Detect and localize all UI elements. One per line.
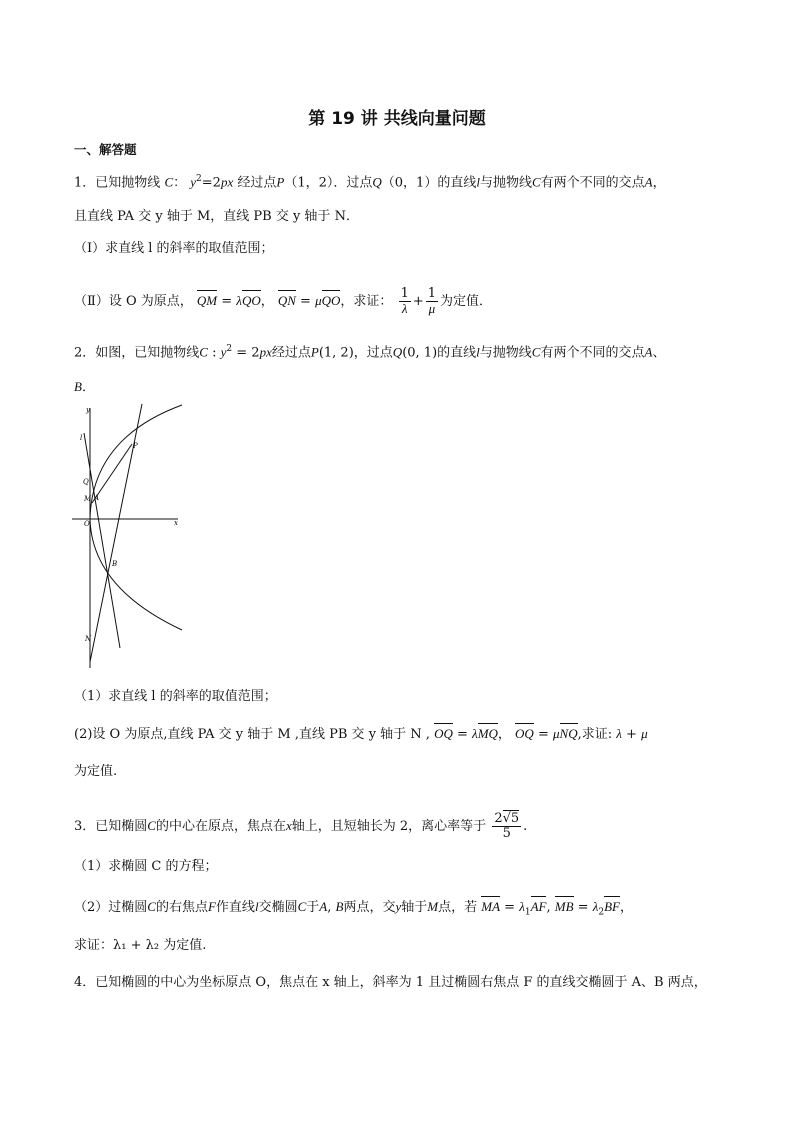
- section-heading: 一、解答题: [74, 142, 137, 157]
- label-a: A: [94, 494, 100, 502]
- q2-line1: 2．如图，已知抛物线C : $y^2 = 2px$经过点P(1, 2)，过点Q(0, 1)的直线l与抛物线C有两个不同的交点A、: [74, 344, 666, 361]
- q3-line1: 3．已知椭圆C的中心在原点，焦点在x轴上，且短轴长为 2，离心率等于 $\frac{2√5}{5}$ .: [74, 811, 528, 841]
- q3-line3: 求证：λ₁ + λ₂ 为定值.: [74, 938, 207, 953]
- label-y: y: [86, 406, 90, 414]
- parabola-curve: [90, 405, 182, 630]
- label-b: B: [112, 560, 118, 568]
- label-o: O: [84, 520, 90, 528]
- label-m: M: [84, 495, 92, 503]
- label-n: N: [85, 635, 92, 643]
- label-x: x: [174, 519, 178, 527]
- q3-part2: （2）过椭圆C的右焦点F作直线l交椭圆C于A, B两点，交y轴于M点，若 MA = $\lambda_1AF$, MB = $\lambda_2BF$，: [74, 899, 633, 918]
- label-p: P: [133, 442, 138, 450]
- label-q: Q: [83, 478, 89, 486]
- q1-part1: （Ⅰ）求直线 l 的斜率的取值范围；: [74, 241, 274, 256]
- parabola-figure: [70, 398, 188, 674]
- q1-line2: 且直线 PA 交 y 轴于 M，直线 PB 交 y 轴于 N．: [74, 209, 359, 224]
- label-l: l: [80, 434, 83, 442]
- q1-line1: 1．已知抛物线 C： $y^2=2px$ 经过点P（1，2）．过点Q（0，1）的直线l与抛物线C有两个不同的交点A，: [74, 174, 666, 191]
- q2-line2: B．: [74, 379, 95, 395]
- q2-part1: （1）求直线 l 的斜率的取值范围；: [74, 689, 277, 704]
- q2-part2-end: 为定值.: [74, 764, 118, 779]
- q1-part2: （Ⅱ）设 O 为原点， QM = λQO， QN = μQO，求证： $\frac{1}{\lambda}$ + $\frac{1}{\mu}$ 为定值．: [74, 286, 493, 316]
- q4-line1: 4．已知椭圆的中心为坐标原点 O，焦点在 x 轴上，斜率为 1 且过椭圆右焦点 F 的直线交椭圆于 A、B 两点，: [74, 975, 707, 990]
- q3-part1: （1）求椭圆 C 的方程；: [74, 859, 218, 874]
- q2-part2: (2)设 O 为原点,直线 PA 交 y 轴于 M ,直线 PB 交 y 轴于 N , OQ = λMQ， OQ = μNQ,求证: λ + μ: [74, 726, 648, 742]
- page-title: 第 19 讲 共线向量问题: [308, 109, 486, 129]
